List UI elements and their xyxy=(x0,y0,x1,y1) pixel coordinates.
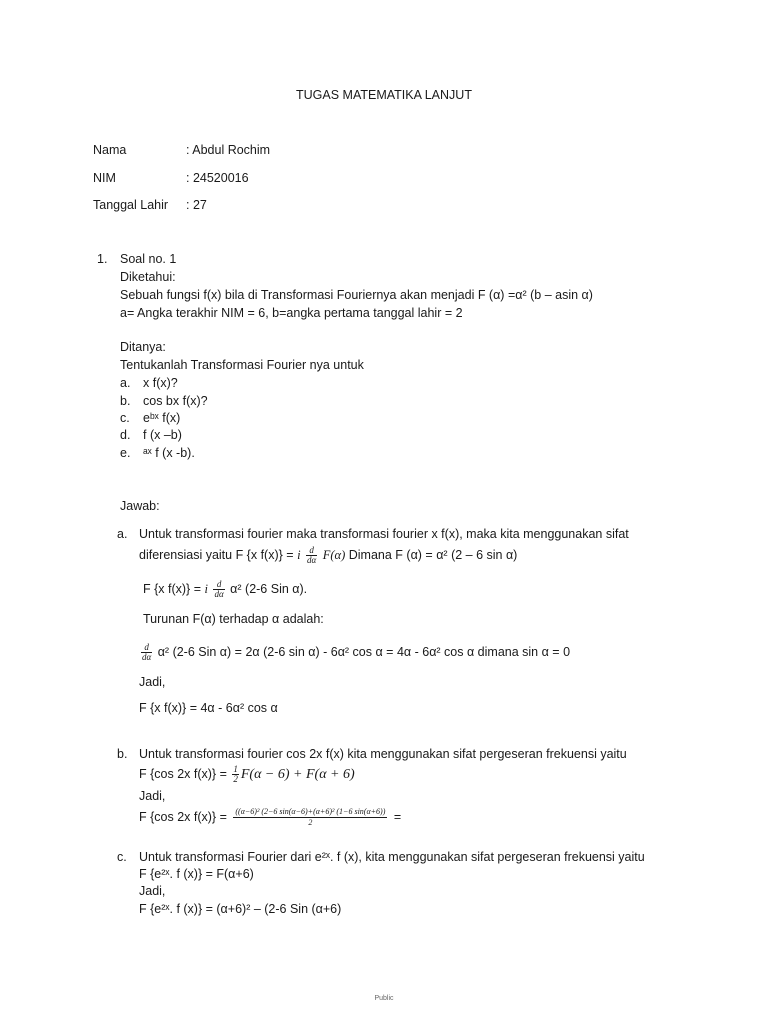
derivative-fraction xyxy=(213,580,224,599)
answer-c-marker: c. xyxy=(117,850,127,864)
page-title: TUGAS MATEMATIKA LANJUT xyxy=(296,88,472,102)
text: diferensiasi yaitu F {x f(x)} = xyxy=(139,548,298,562)
derivative-fraction xyxy=(306,546,317,565)
fraction-denominator: dα xyxy=(142,652,152,663)
answer-c-line-1: Untuk transformasi Fourier dari e²ˣ. f (x), kita menggunakan sifat pergeseran frekuensi yaitu xyxy=(139,850,645,864)
text: α² (2-6 Sin α) = 2α (2-6 sin α) - 6α² cos α = 4α - 6α² cos α dimana sin α = 0 xyxy=(154,645,571,659)
list-item-text: eᵇˣ f(x) xyxy=(143,411,181,425)
imaginary-unit: i xyxy=(204,582,208,596)
imaginary-unit: i xyxy=(297,548,301,562)
answer-c-line-2: F {e²ˣ. f (x)} = F(α+6) xyxy=(139,867,254,881)
given-label: Diketahui: xyxy=(120,270,176,284)
footer-label: Public xyxy=(374,995,394,1002)
answer-a-line-5 xyxy=(139,640,570,664)
nim-value: : 24520016 xyxy=(186,171,249,185)
given-line-2: a= Angka terakhir NIM = 6, b=angka pertama tanggal lahir = 2 xyxy=(120,306,463,320)
fraction-denominator: dα xyxy=(214,589,224,600)
asked-line: Tentukanlah Transformasi Fourier nya untuk xyxy=(120,358,364,372)
result-fraction xyxy=(233,807,387,828)
answer-a-line-2 xyxy=(139,543,517,567)
fraction-numerator: ((α−6)² (2−6 sin(α−6)+(α+6)² (1−6 sin(α+6)) xyxy=(235,807,386,817)
list-item-text: x f(x)? xyxy=(143,376,178,390)
nim-label: NIM xyxy=(93,171,116,185)
question-number: 1. xyxy=(97,252,108,266)
answer-c-jadi: Jadi, xyxy=(139,884,166,898)
answer-b-jadi: Jadi, xyxy=(139,789,166,803)
asked-label: Ditanya: xyxy=(120,340,166,354)
fraction-numerator: d xyxy=(306,546,317,556)
given-line-1: Sebuah fungsi f(x) bila di Transformasi Fouriernya akan menjadi F (α) =α² (b – asin α) xyxy=(120,288,593,302)
fraction-numerator: d xyxy=(213,580,224,590)
F-alpha: F(α) xyxy=(322,548,346,562)
list-item-text: f (x –b) xyxy=(143,428,182,442)
fraction-numerator: 1 xyxy=(233,764,238,775)
shift-sum: F(α − 6) + F(α + 6) xyxy=(240,767,355,782)
answer-a-line-3 xyxy=(143,577,307,601)
birthdate-label: Tanggal Lahir xyxy=(93,198,169,212)
answer-label: Jawab: xyxy=(120,499,160,513)
text: F {cos 2x f(x)} = xyxy=(139,767,231,781)
list-item-marker: b. xyxy=(120,394,131,408)
answer-b-line-2 xyxy=(139,762,355,787)
name-value: : Abdul Rochim xyxy=(186,143,271,157)
answer-a-result: F {x f(x)} = 4α - 6α² cos α xyxy=(139,701,278,715)
fraction-denominator: 2 xyxy=(308,818,313,828)
list-item-text: cos bx f(x)? xyxy=(143,394,208,408)
text: F {cos 2x f(x)} = xyxy=(139,810,231,824)
derivative-fraction xyxy=(141,643,152,662)
list-item-marker: c. xyxy=(120,411,130,425)
answer-a-jadi: Jadi, xyxy=(139,675,166,689)
answer-c-result: F {e²ˣ. f (x)} = (α+6)² – (2-6 Sin (α+6) xyxy=(139,902,342,916)
fraction-numerator: d xyxy=(141,643,152,653)
answer-a-line-4: Turunan F(α) terhadap α adalah: xyxy=(143,612,324,626)
answer-b-marker: b. xyxy=(117,747,128,761)
fraction-denominator: 2 xyxy=(233,774,238,785)
list-item-marker: a. xyxy=(120,376,131,390)
list-item-text: ᵃˣ f (x -b). xyxy=(143,446,195,460)
list-item-marker: d. xyxy=(120,428,131,442)
text: F {x f(x)} = xyxy=(143,582,205,596)
answer-a-line-1: Untuk transformasi fourier maka transformasi fourier x f(x), maka kita menggunakan sifat xyxy=(139,527,629,541)
answer-b-line-1: Untuk transformasi fourier cos 2x f(x) kita menggunakan sifat pergeseran frekuensi yaitu xyxy=(139,747,627,761)
text: = xyxy=(390,810,402,824)
fraction-denominator: dα xyxy=(307,555,317,566)
answer-a-marker: a. xyxy=(117,527,128,541)
answer-b-line-4 xyxy=(139,803,401,831)
birthdate-value: : 27 xyxy=(186,198,207,212)
half-fraction xyxy=(232,765,239,784)
text: Dimana F (α) = α² (2 – 6 sin α) xyxy=(345,548,518,562)
question-heading: Soal no. 1 xyxy=(120,252,177,266)
list-item-marker: e. xyxy=(120,446,131,460)
name-label: Nama xyxy=(93,143,127,157)
text: α² (2-6 Sin α). xyxy=(230,582,308,596)
